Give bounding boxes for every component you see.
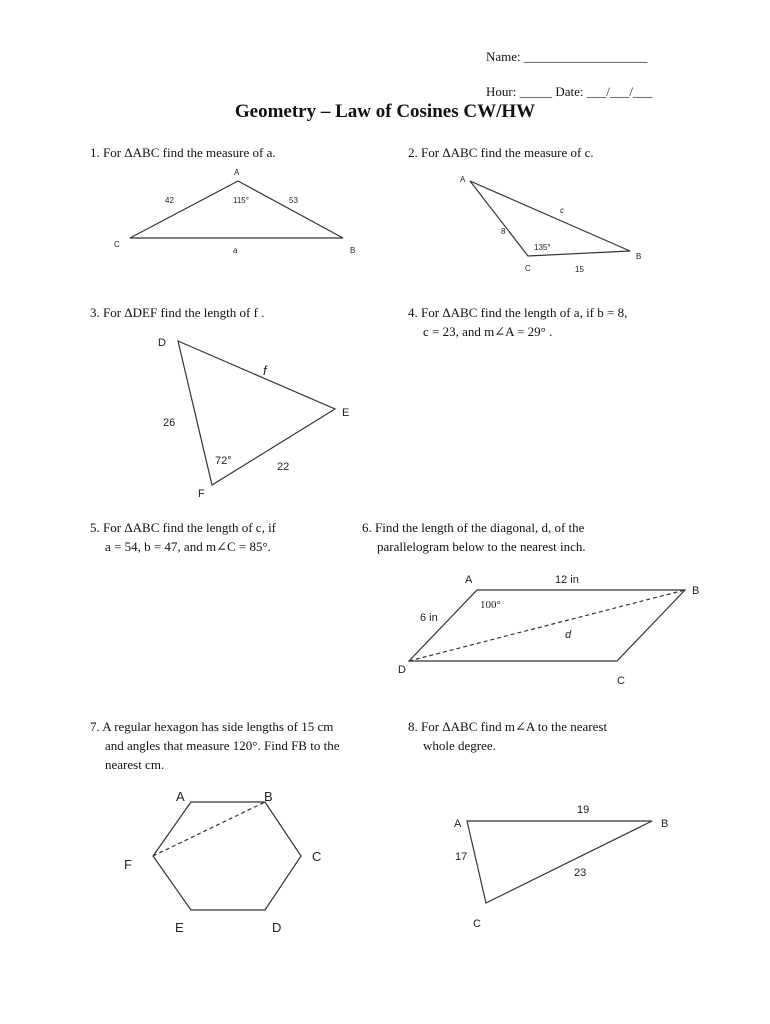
p2-side-cb: 15: [575, 265, 584, 274]
p6-angle: 100°: [480, 599, 501, 611]
p3-angle: 72°: [215, 455, 232, 467]
p3-side-f: f: [263, 363, 267, 378]
p1-vertex-a: A: [234, 168, 240, 177]
p1-side-ac: 42: [165, 196, 174, 205]
problem-8-line-2: whole degree.: [423, 738, 496, 753]
p7-vertex-a: A: [176, 789, 185, 804]
p3-vertex-d: D: [158, 337, 166, 349]
name-field-label: Name: ___________________: [486, 49, 648, 64]
problem-5-line-2: a = 54, b = 47, and m∠C = 85°.: [105, 539, 271, 554]
p2-angle: 135°: [534, 243, 551, 252]
p2-side-c: c: [560, 206, 564, 215]
problem-5-line-1: 5. For ΔABC find the length of c, if: [90, 520, 277, 535]
p6-vertex-a: A: [465, 574, 473, 586]
p2-vertex-b: B: [636, 252, 642, 261]
p7-vertex-c: C: [312, 849, 322, 864]
p7-vertex-b: B: [264, 789, 273, 804]
problem-4-line-2: c = 23, and m∠A = 29° .: [423, 324, 553, 339]
p8-side-bc: 23: [574, 867, 587, 879]
p7-vertex-d: D: [272, 920, 282, 935]
problem-7-line-1: 7. A regular hexagon has side lengths of 15 cm: [90, 719, 334, 734]
problem-8-line-1: 8. For ΔABC find m∠A to the nearest: [408, 719, 608, 734]
p3-side-fe: 22: [277, 461, 290, 473]
problem-1-text: 1. For ΔABC find the measure of a.: [90, 145, 276, 160]
triangle-1: [130, 181, 343, 238]
p1-side-a: a: [233, 246, 238, 255]
p6-vertex-d: D: [398, 664, 406, 676]
p2-vertex-a: A: [460, 175, 466, 184]
p6-vertex-b: B: [692, 585, 700, 597]
triangle-8: [467, 821, 652, 903]
p8-vertex-b: B: [661, 818, 669, 830]
problem-7-line-3: nearest cm.: [105, 757, 165, 772]
p6-vertex-c: C: [617, 675, 625, 687]
p1-angle: 115°: [233, 196, 249, 205]
hexagon-7: [153, 802, 301, 910]
diagonal-d: [409, 590, 685, 661]
p7-vertex-e: E: [175, 920, 184, 935]
p1-side-ab: 53: [289, 196, 298, 205]
problem-4-line-1: 4. For ΔABC find the length of a, if b = 8,: [408, 305, 628, 320]
problem-3-text: 3. For ΔDEF find the length of f .: [90, 305, 265, 320]
problem-2-text: 2. For ΔABC find the measure of c.: [408, 145, 594, 160]
p1-vertex-b: B: [350, 246, 356, 255]
hour-date-field-label: Hour: _____ Date: ___/___/___: [486, 84, 653, 99]
p8-side-ac: 17: [455, 851, 468, 863]
p1-vertex-c: C: [114, 240, 120, 249]
p3-side-df: 26: [163, 417, 176, 429]
p3-vertex-e: E: [342, 407, 350, 419]
problem-6-line-1: 6. Find the length of the diagonal, d, of the: [362, 520, 585, 535]
p6-diagonal-d: d: [565, 629, 572, 641]
problem-6-line-2: parallelogram below to the nearest inch.: [377, 539, 586, 554]
p7-vertex-f: F: [124, 857, 132, 872]
p2-vertex-c: C: [525, 264, 531, 273]
p8-vertex-c: C: [473, 918, 481, 930]
p3-vertex-f: F: [198, 488, 205, 500]
p8-side-ab: 19: [577, 804, 590, 816]
segment-fb: [153, 802, 265, 856]
p2-side-ac: 8: [501, 227, 506, 236]
page-title: Geometry – Law of Cosines CW/HW: [234, 101, 536, 122]
p6-side-top: 12 in: [555, 574, 579, 586]
triangle-3: [178, 341, 335, 485]
p8-vertex-a: A: [454, 818, 462, 830]
problem-7-line-2: and angles that measure 120°. Find FB to the: [105, 738, 340, 753]
p6-side-left: 6 in: [420, 612, 438, 624]
